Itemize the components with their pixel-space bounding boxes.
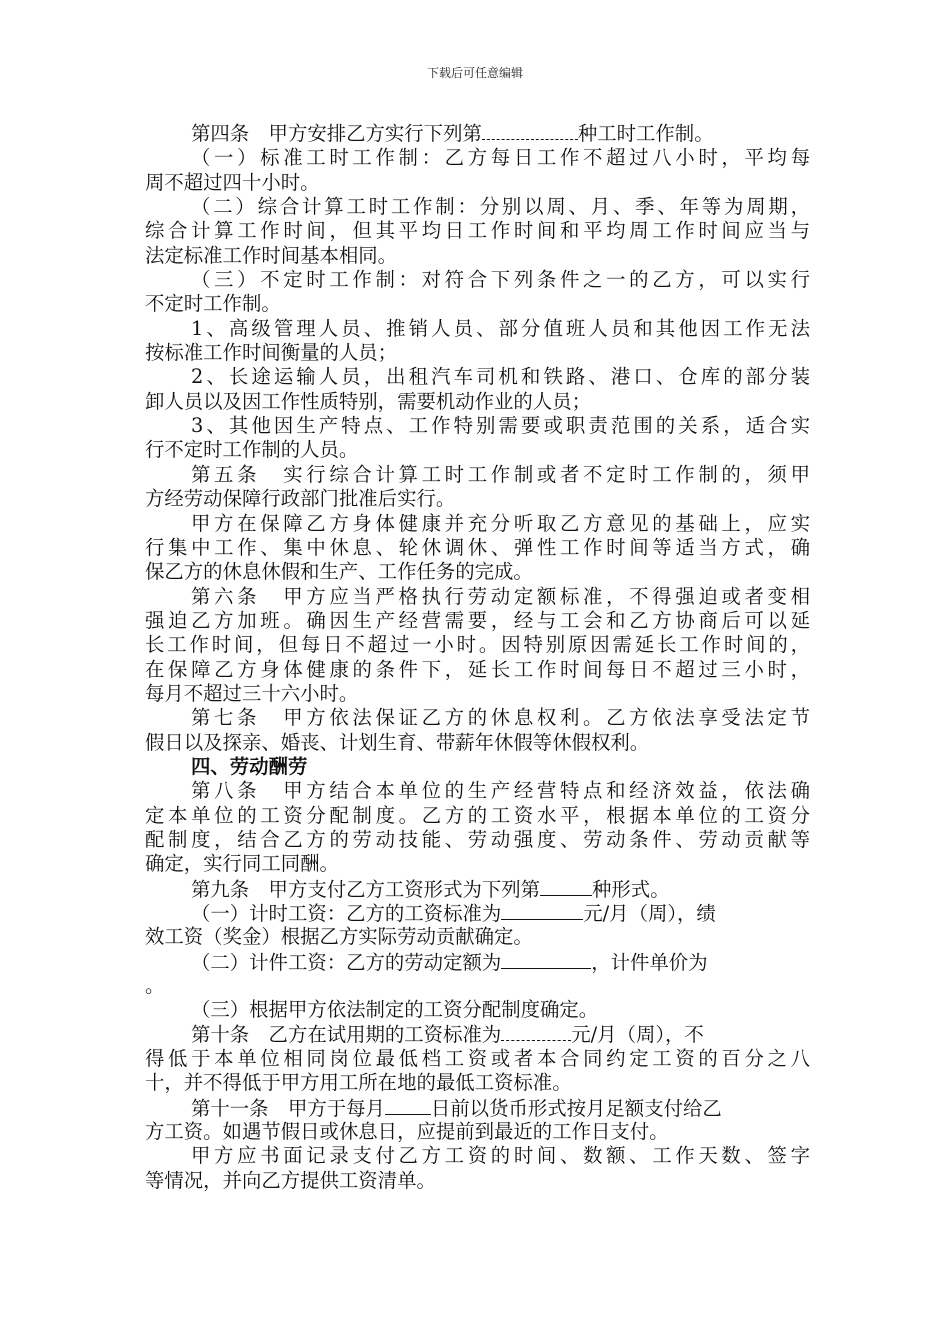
text-line: 长工作时间，但每日不超过一小时。因特别原因需延长工作时间的，	[145, 633, 810, 657]
line-text-before-blank: （二）计件工资：乙方的劳动定额为	[191, 950, 502, 974]
fill-in-blank	[540, 877, 592, 896]
text-line: 保乙方的休息休假和生产、工作任务的完成。	[145, 560, 533, 584]
text-line-with-blank	[145, 1023, 810, 1047]
text-line: 行不定时工作制的人员。	[145, 438, 359, 462]
document-body	[145, 122, 810, 1193]
text-line: 方经劳动保障行政部门批准后实行。	[145, 487, 456, 511]
page-header: 下载后可任意编辑	[426, 66, 523, 80]
text-line: 。	[145, 974, 165, 998]
text-line: 配制度，结合乙方的劳动技能、劳动强度、劳动条件、劳动贡献等	[145, 827, 810, 851]
text-line: 在保障乙方身体健康的条件下，延长工作时间每日不超过三小时，	[145, 657, 810, 681]
text-line: 第六条 甲方应当严格执行劳动定额标准，不得强迫或者变相	[191, 584, 810, 608]
text-line: 假日以及探亲、婚丧、计划生育、带薪年休假等休假权利。	[145, 730, 650, 754]
text-line: 不定时工作制。	[145, 292, 281, 316]
text-line: （三）根据甲方依法制定的工资分配制度确定。	[191, 998, 599, 1022]
text-line: 甲方在保障乙方身体健康并充分听取乙方意见的基础上，应实	[191, 511, 810, 535]
text-line: 第八条 甲方结合本单位的生产经营特点和经济效益，依法确	[191, 779, 810, 803]
text-line: 等情况，并向乙方提供工资清单。	[145, 1168, 436, 1192]
line-text-before-blank: 第十一条 甲方于每月	[191, 1096, 385, 1120]
fill-in-blank	[501, 901, 583, 920]
text-line: 2、长途运输人员，出租汽车司机和铁路、港口、仓库的部分装	[191, 365, 810, 389]
text-line: 周不超过四十小时。	[145, 170, 320, 194]
text-line: （一）标准工时工作制：乙方每日工作不超过八小时，平均每	[191, 146, 810, 170]
text-line: 1、高级管理人员、推销人员、部分值班人员和其他因工作无法	[191, 316, 810, 340]
text-line: 3、其他因生产特点、工作特别需要或职责范围的关系，适合实	[191, 414, 810, 438]
text-line: 按标准工作时间衡量的人员；	[145, 341, 398, 365]
line-text-before-blank: 第九条 甲方支付乙方工资形式为下列第	[191, 877, 541, 901]
line-text-after-blank: ，计件单价为	[591, 950, 708, 974]
text-line: （二）综合计算工时工作制：分别以周、月、季、年等为周期，	[191, 195, 810, 219]
text-line: 卸人员以及因工作性质特别，需要机动作业的人员；	[145, 389, 591, 413]
line-text-after-blank: 日前以货币形式按月足额支付给乙	[430, 1096, 722, 1120]
line-text-after-blank: 种工时工作制。	[577, 122, 714, 145]
text-line: 第五条 实行综合计算工时工作制或者不定时工作制的，须甲	[191, 462, 810, 486]
line-text-before-blank: 第四条 甲方安排乙方实行下列第	[191, 122, 482, 145]
text-line: 综合计算工作时间，但其平均日工作时间和平均周工作时间应当与	[145, 219, 810, 243]
text-line: 方工资。如遇节假日或休息日，应提前到最近的工作日支付。	[145, 1120, 669, 1144]
line-text-after-blank: 种形式。	[592, 877, 670, 901]
text-line: 第七条 甲方依法保证乙方的休息权利。乙方依法享受法定节	[191, 706, 810, 730]
text-line: 确定，实行同工同酬。	[145, 852, 339, 876]
text-line: 甲方应书面记录支付乙方工资的时间、数额、工作天数、签字	[191, 1144, 810, 1168]
text-line-with-blank	[145, 950, 810, 974]
text-line-with-blank	[145, 122, 810, 146]
text-line: 得低于本单位相同岗位最低档工资或者本合同约定工资的百分之八	[145, 1047, 810, 1071]
line-text-after-blank: 元/月（周），不	[571, 1022, 704, 1046]
line-text-before-blank: 第十条 乙方在试用期的工资标准为	[191, 1022, 502, 1046]
text-line: 每月不超过三十六小时。	[145, 681, 359, 705]
section-heading: 四、劳动酬劳	[191, 754, 308, 778]
fill-in-blank	[482, 123, 578, 140]
text-line: （三）不定时工作制：对符合下列条件之一的乙方，可以实行	[191, 268, 810, 292]
fill-in-blank	[501, 950, 591, 969]
text-line-with-blank	[145, 901, 810, 925]
text-line: 强迫乙方加班。确因生产经营需要，经与工会和乙方协商后可以延	[145, 608, 810, 632]
text-line: 十，并不得低于甲方用工所在地的最低工资标准。	[145, 1071, 572, 1095]
text-line-with-blank	[145, 877, 810, 901]
fill-in-blank	[501, 1024, 571, 1041]
fill-in-blank	[385, 1096, 431, 1115]
line-text-before-blank: （一）计时工资：乙方的工资标准为	[191, 902, 502, 925]
text-line-with-blank	[145, 1096, 810, 1120]
line-text-after-blank: 元/月（周），绩	[583, 902, 716, 925]
text-line: 定本单位的工资分配制度。乙方的工资水平，根据本单位的工资分	[145, 803, 810, 827]
text-line: 法定标准工作时间基本相同。	[145, 243, 398, 267]
text-line: 行集中工作、集中休息、轮休调休、弹性工作时间等适当方式，确	[145, 535, 810, 559]
text-line: 效工资（奖金）根据乙方实际劳动贡献确定。	[145, 925, 533, 949]
